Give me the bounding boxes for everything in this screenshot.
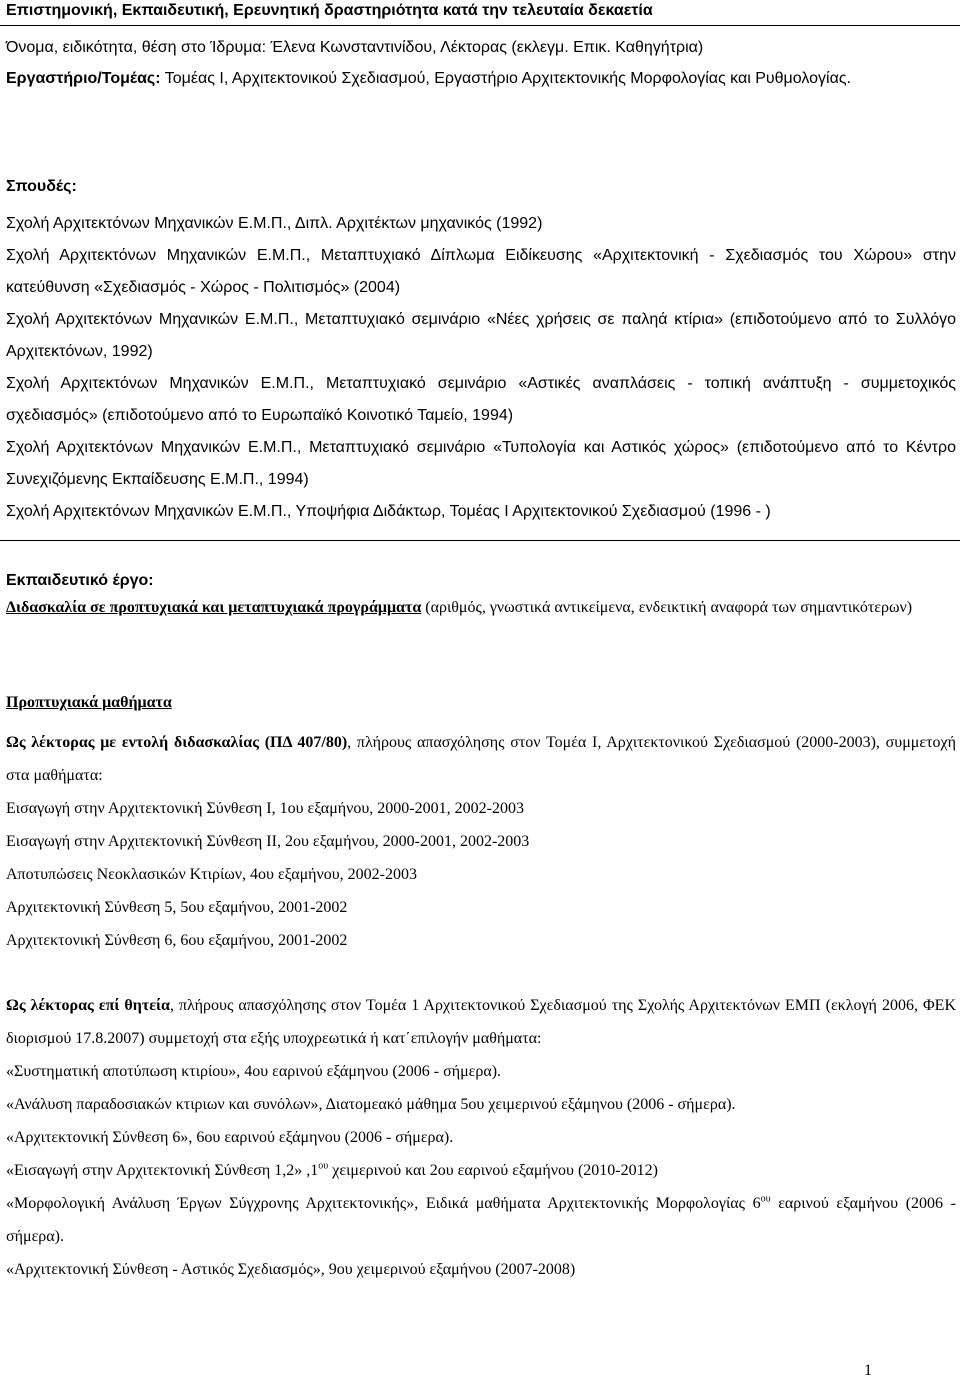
course-item: «Αρχιτεκτονική Σύνθεση - Αστικός Σχεδιασμός», 9ου χειμερινού εξαμήνου (2007-2008) [6,1261,576,1278]
lecturer-bold: Ως λέκτορας με εντολή διδασκαλίας (ΠΔ 407/80) [6,734,348,751]
teaching-intro-text: (αριθμός, γνωστικά αντικείμενα, ενδεικτική αναφορά των σημαντικότερων) [421,599,913,616]
study-item: Σχολή Αρχιτεκτόνων Μηχανικών Ε.Μ.Π., Μεταπτυχιακό σεμινάριο «Αστικές αναπλάσεις - τοπική ανάπτυξη - συμμετοχικός σχεδιασμός» (επιδοτούμενο από το Ευρωπαϊκό Κοινοτικό Ταμείο, 1994) [6,375,956,424]
tenure-paragraph [6,989,956,1055]
profile-lab-line [6,62,956,95]
study-item: Σχολή Αρχιτεκτόνων Μηχανικών Ε.Μ.Π., Διπλ. Αρχιτέκτων μηχανικός (1992) [6,215,543,232]
studies-heading: Σπουδές: [6,178,77,195]
teaching-heading: Εκπαιδευτικό έργο: [6,572,154,589]
profile-section [6,34,956,95]
course-d-pre: «Μορφολογική Ανάλυση Έργων Σύγχρονης Αρχιτεκτονικής», Ειδικά μαθήματα Αρχιτεκτονικής Μορφολογίας 6 [6,1195,761,1212]
profile-name-line: Όνομα, ειδικότητα, θέση στο Ίδρυμα: Έλενα Κωνσταντινίδου, Λέκτορας (εκλεγμ. Επικ. Καθηγήτρια) [6,39,704,56]
course-item: Εισαγωγή στην Αρχιτεκτονική Σύνθεση ΙΙ, 2ου εξαμήνου, 2000-2001, 2002-2003 [6,833,530,850]
course-d-post: εαρινού εξαμήνου (2006 - σήμερα). [6,1195,956,1245]
course-c-pre: «Εισαγωγή στην Αρχιτεκτονική Σύνθεση 1,2» ,1 [6,1162,319,1179]
course-item: «Ανάλυση παραδοσιακών κτιριων και συνόλων», Διατομεακό μάθημα 5ου χειμερινού εξάμηνου (2006 - σήμερα). [6,1096,736,1113]
tenure-text: , πλήρους απασχόλησης στον Τομέα 1 Αρχιτεκτονικού Σχεδιασμού της Σχολής Αρχιτεκτόνων ΕΜΠ (εκλογή 2006, ΦΕΚ διορισμού 17.8.2007) συμμετοχή στα εξής υποχρεωτικά ή κατ΄επιλογήν μαθήματα: [6,997,957,1047]
document-title: Επιστημονική, Εκπαιδευτική, Ερευνητική δραστηριότητα κατά την τελευταία δεκαετία [6,2,653,19]
studies-section [6,175,956,528]
teaching-section [6,570,956,624]
course-item: Αρχιτεκτονική Σύνθεση 6, 6ου εξαμήνου, 2001-2002 [6,932,348,949]
lab-text: Τομέας Ι, Αρχιτεκτονικού Σχεδιασμού, Εργαστήριο Αρχιτεκτονικής Μορφολογίας και Ρυθμολογίας. [160,70,851,87]
course-item: Αποτυπώσεις Νεοκλασικών Κτιρίων, 4ου εξαμήνου, 2002-2003 [6,866,418,883]
undergrad-section [6,692,956,957]
lecturer-text: , πλήρους απασχόλησης στον Τομέα Ι, Αρχιτεκτονικού Σχεδιασμού (2000-2003), συμμετοχή στα μαθήματα: [6,734,956,784]
course-d-sup: ου [760,1193,771,1205]
tenure-section [6,989,956,1286]
undergrad-heading: Προπτυχιακά μαθήματα [6,694,172,711]
course-c-post: χειμερινού και 2ου εαρινού εξαμήνου (2010-2012) [328,1162,658,1179]
course-item [6,1187,956,1253]
study-item: Σχολή Αρχιτεκτόνων Μηχανικών Ε.Μ.Π., Μεταπτυχιακό σεμινάριο «Τυπολογία και Αστικός χώρος» (επιδοτούμενο από το Κέντρο Συνεχιζόμενης Εκπαίδευσης Ε.Μ.Π., 1994) [6,439,956,488]
studies-divider [0,540,960,541]
study-item: Σχολή Αρχιτεκτόνων Μηχανικών Ε.Μ.Π., Μεταπτυχιακό Δίπλωμα Ειδίκευσης «Αρχιτεκτονική - Σχεδιασμός του Χώρου» στην κατεύθυνση «Σχεδιασμός - Χώρος - Πολιτισμός» (2004) [6,247,956,296]
course-c-sup: ου [318,1160,329,1172]
teaching-intro [6,592,956,624]
title-divider [0,25,960,26]
lab-label: Εργαστήριο/Τομέας: [6,70,161,87]
course-item: «Αρχιτεκτονική Σύνθεση 6», 6ου εαρινού εξάμηνου (2006 - σήμερα). [6,1129,454,1146]
lecturer-paragraph [6,726,956,792]
study-item: Σχολή Αρχιτεκτόνων Μηχανικών Ε.Μ.Π., Μεταπτυχιακό σεμινάριο «Νέες χρήσεις σε παληά κτίρια» (επιδοτούμενο από το Συλλόγο Αρχιτεκτόνων, 1992) [6,311,956,360]
page-number: 1 [864,1362,872,1379]
course-item [6,1154,956,1187]
course-item: Εισαγωγή στην Αρχιτεκτονική Σύνθεση Ι, 1ου εξαμήνου, 2000-2001, 2002-2003 [6,800,524,817]
tenure-bold: Ως λέκτορας επί θητεία [6,997,170,1014]
teaching-intro-bold: Διδασκαλία σε προπτυχιακά και μεταπτυχιακά προγράμματα [6,599,422,616]
study-item: Σχολή Αρχιτεκτόνων Μηχανικών Ε.Μ.Π., Υποψήφια Διδάκτωρ, Τομέας Ι Αρχιτεκτονικού Σχεδιασμού (1996 - ) [6,503,771,520]
course-item: Αρχιτεκτονική Σύνθεση 5, 5ου εξαμήνου, 2001-2002 [6,899,348,916]
course-item: «Συστηματική αποτύπωση κτιρίου», 4ου εαρινού εξάμηνου (2006 - σήμερα). [6,1063,502,1080]
